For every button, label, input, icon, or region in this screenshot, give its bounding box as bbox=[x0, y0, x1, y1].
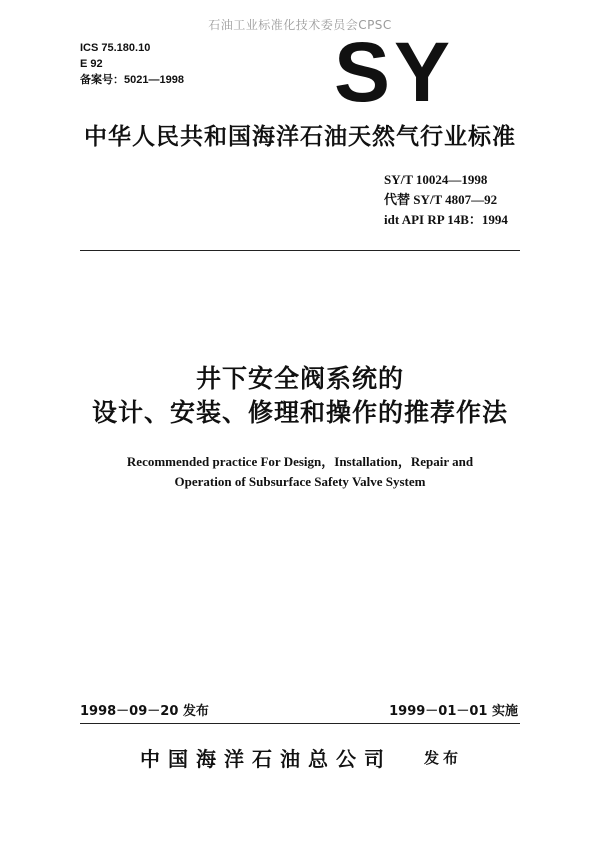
document-title-line-1: 井下安全阀系统的 bbox=[195, 364, 404, 393]
standard-title: 中华人民共和国海洋石油天然气行业标准 bbox=[84, 124, 516, 150]
publish-label: 发布 bbox=[424, 749, 463, 767]
top-divider bbox=[80, 250, 520, 251]
english-title-line-2: Operation of Subsurface Safety Valve System bbox=[174, 474, 426, 489]
standard-number: SY/T 10024—1998 bbox=[384, 172, 488, 187]
record-number: 备案号：5021—1998 bbox=[80, 74, 184, 86]
sy-logo: SY bbox=[334, 25, 455, 119]
english-title bbox=[0, 452, 600, 492]
issue-date: 1998－09－20 发布 bbox=[80, 704, 209, 719]
standard-codes bbox=[384, 170, 508, 230]
document-title bbox=[0, 362, 600, 430]
effective-date: 1999－01－01 实施 bbox=[389, 704, 518, 719]
classification-block bbox=[80, 40, 184, 88]
replaces-standard: 代替 SY/T 4807—92 bbox=[384, 192, 498, 207]
document-title-line-2: 设计、安装、修理和操作的推荐作法 bbox=[91, 398, 508, 427]
publisher-name: 中国海洋石油总公司 bbox=[140, 747, 392, 771]
ics-code: ICS 75.180.10 bbox=[80, 42, 151, 54]
watermark: 石油工业标准化技术委员会CPSC bbox=[208, 18, 392, 32]
bottom-divider bbox=[80, 723, 520, 724]
english-title-line-1: Recommended practice For Design，Installation，Repair and bbox=[126, 454, 474, 469]
idt-reference: idt API RP 14B：1994 bbox=[384, 212, 508, 227]
e-class-code: E 92 bbox=[80, 58, 103, 70]
